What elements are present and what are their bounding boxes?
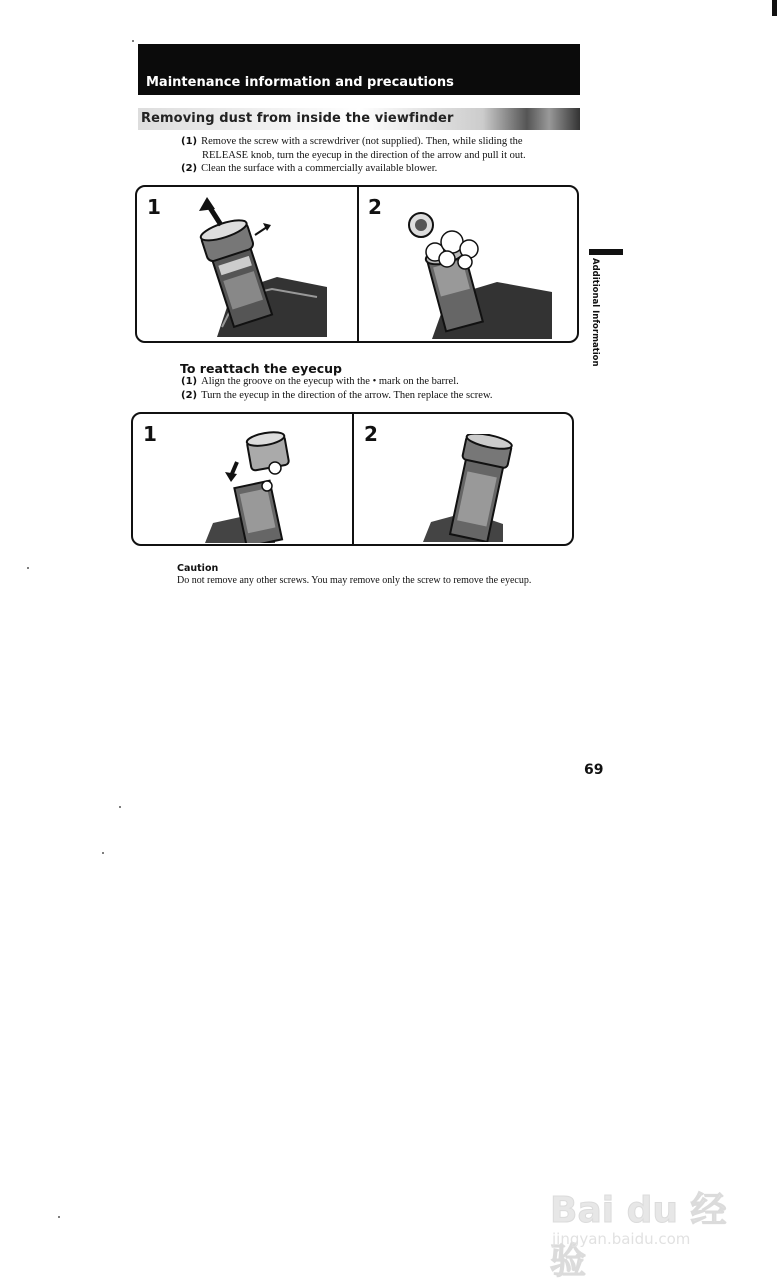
eyecup-removal-illustration xyxy=(197,197,332,337)
step-text-continued: RELEASE knob, turn the eyecup in the direction of the arrow and pull it out. xyxy=(202,150,526,161)
edge-mark xyxy=(772,0,777,16)
eyecup-align-illustration xyxy=(205,428,305,543)
panel-divider xyxy=(357,187,359,341)
scan-speck xyxy=(58,1216,60,1218)
step-number: (1) xyxy=(181,136,198,147)
removal-step-1 xyxy=(181,135,581,163)
panel-divider xyxy=(352,414,354,544)
panel-label: 2 xyxy=(368,195,382,219)
panel-label: 1 xyxy=(143,422,157,446)
eyecup-attached-illustration xyxy=(423,434,533,542)
side-tab-marker xyxy=(589,249,623,255)
step-text: Clean the surface with a commercially available blower. xyxy=(201,163,438,174)
scan-speck xyxy=(132,40,134,42)
page-number: 69 xyxy=(584,762,604,778)
watermark-logo: Bai du 经验 xyxy=(550,1190,727,1282)
removal-illustration-frame xyxy=(135,185,579,343)
watermark-url: jingyan.baidu.com xyxy=(552,1230,691,1248)
removal-step-2 xyxy=(181,162,581,176)
scan-speck xyxy=(119,806,121,808)
scan-speck xyxy=(102,852,104,854)
watermark xyxy=(550,1160,750,1282)
panel-label: 1 xyxy=(147,195,161,219)
step-text: Turn the eyecup in the direction of the arrow. Then replace the screw. xyxy=(201,390,493,401)
chapter-title: Maintenance information and precautions xyxy=(146,75,454,90)
reattach-step-1 xyxy=(181,375,581,389)
caution-text: Do not remove any other screws. You may remove only the screw to remove the eyecup. xyxy=(177,575,532,586)
scan-speck xyxy=(27,567,29,569)
step-number: (2) xyxy=(181,390,198,401)
step-number: (1) xyxy=(181,376,198,387)
section-heading xyxy=(138,108,580,130)
step-text: Remove the screw with a screwdriver (not supplied). Then, while sliding the xyxy=(201,136,523,147)
chapter-header xyxy=(138,44,580,95)
reattach-illustration-frame xyxy=(131,412,574,546)
reattach-heading: To reattach the eyecup xyxy=(180,361,342,376)
caution-title: Caution xyxy=(177,563,219,574)
section-heading-text: Removing dust from inside the viewfinder xyxy=(141,111,454,126)
reattach-step-2 xyxy=(181,389,581,403)
side-tab-label: Additional Information xyxy=(590,258,600,367)
step-number: (2) xyxy=(181,163,198,174)
blower-cleaning-illustration xyxy=(407,207,552,339)
panel-label: 2 xyxy=(364,422,378,446)
step-text: Align the groove on the eyecup with the • mark on the barrel. xyxy=(201,376,459,387)
